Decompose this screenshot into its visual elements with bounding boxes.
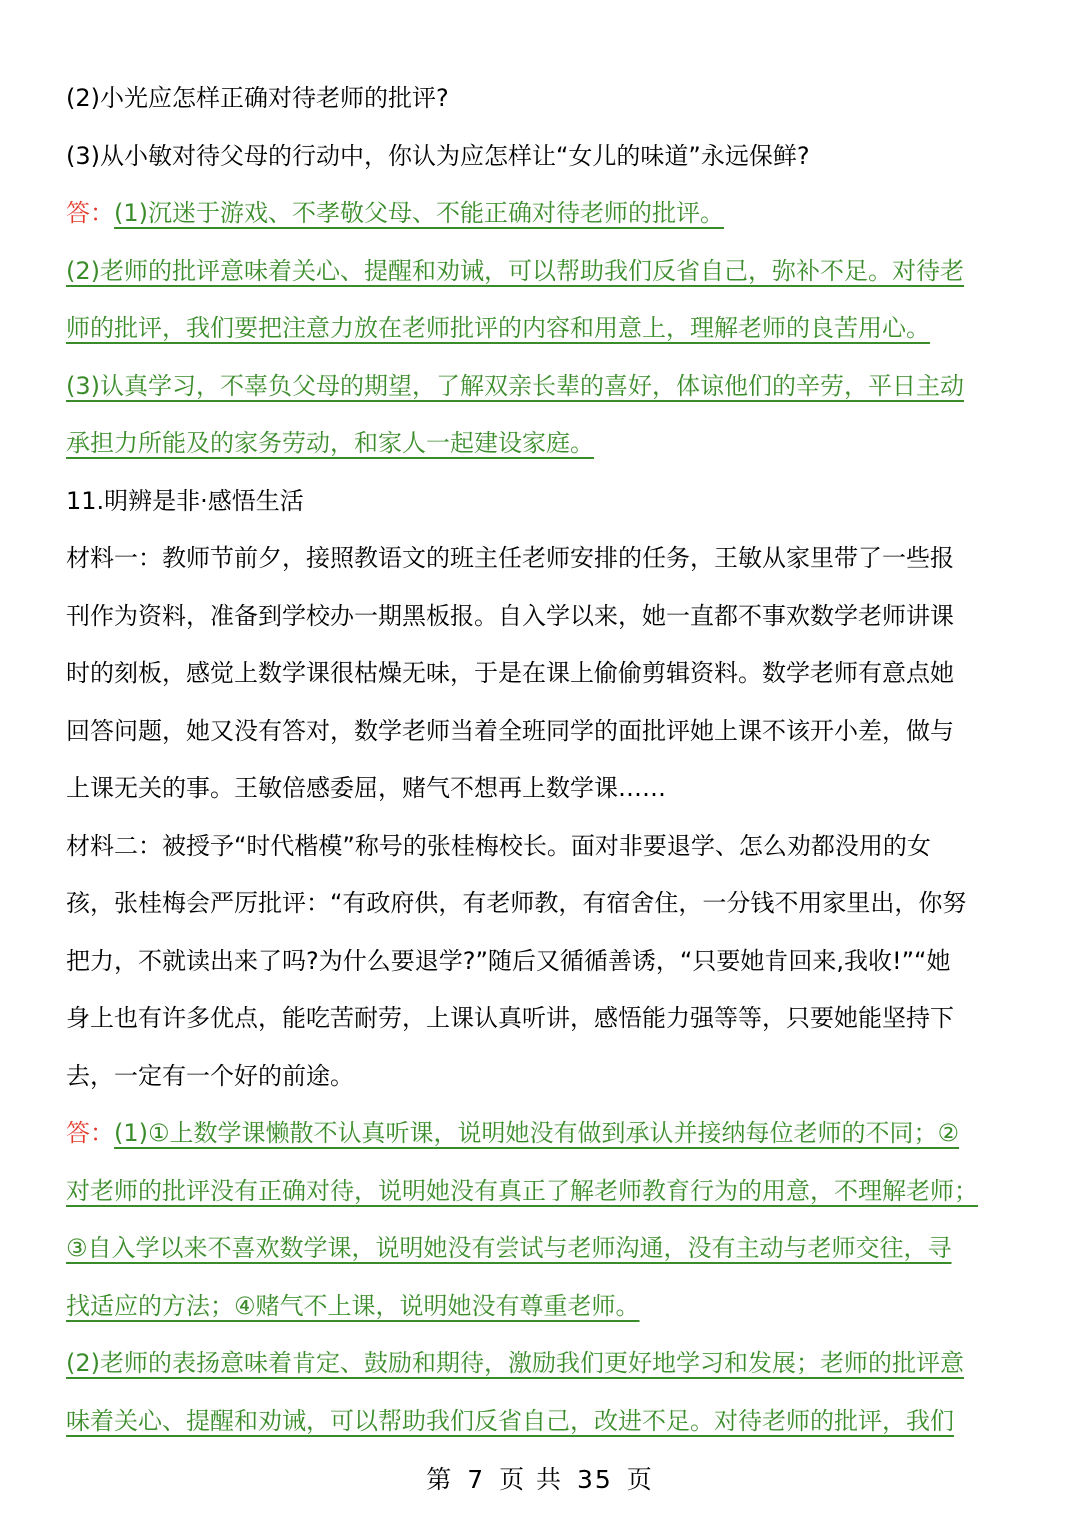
material-1-line: 上课无关的事。王敏倍感委屈，赌气不想再上数学课…… [66,774,666,802]
answer-label: 答： [66,1119,114,1147]
answer-text: (3)认真学习，不辜负父母的期望，了解双亲长辈的喜好，体谅他们的辛劳，平日主动 [66,371,964,400]
document-page [66,70,1016,1450]
material-1-line: 时的刻板，感觉上数学课很枯燥无味，于是在课上偷偷剪辑资料。数学老师有意点她 [66,659,954,687]
footer-total-pages: 35 [576,1465,613,1494]
material-2-line: 材料二：被授予“时代楷模”称号的张桂梅校长。面对非要退学、怎么劝都没用的女 [66,831,931,860]
footer-current-page: 7 [467,1465,486,1494]
answer-text: (1)①上数学课懒散不认真听课，说明她没有做到承认并接纳每位老师的不同；② [114,1119,960,1147]
section-11-title: 11.明辨是非·感悟生活 [66,486,304,515]
answer-text: 对老师的批评没有正确对待，说明她没有真正了解老师教育行为的用意，不理解老师； [66,1176,978,1205]
question-2: (2)小光应怎样正确对待老师的批评? [66,84,449,112]
answer-text: 承担力所能及的家务劳动，和家人一起建设家庭。 [66,429,594,457]
answer-text: 找适应的方法；④赌气不上课，说明她没有尊重老师。 [66,1291,640,1320]
material-1-line: 刊作为资料，准备到学校办一期黑板报。自入学以来，她一直都不事欢数学老师讲课 [66,601,954,630]
question-3: (3)从小敏对待父母的行动中，你认为应怎样让“女儿的味道”永远保鲜? [66,141,810,170]
answer-2-line-4 [66,1278,1016,1336]
answer-label: 答： [66,199,114,227]
page-footer [0,1460,1080,1496]
answer-2-line-3 [66,1220,1016,1278]
material-2-line: 身上也有许多优点，能吃苦耐劳，上课认真听讲，感悟能力强等等，只要她能坚持下 [66,1004,954,1032]
answer-1-line-4 [66,358,1016,416]
answer-text: 师的批评，我们要把注意力放在老师批评的内容和用意上，理解老师的良苦用心。 [66,314,930,342]
answer-2-line-5 [66,1335,1016,1393]
answer-text: (1)沉迷于游戏、不孝敬父母、不能正确对待老师的批评。 [114,199,724,227]
answer-2-line-1 [66,1105,1016,1163]
answer-1-line-1 [66,185,1016,243]
answer-1-line-3 [66,300,1016,358]
footer-prefix: 第 [426,1465,454,1494]
answer-1-line-5 [66,415,1016,473]
answer-text: ③自入学以来不喜欢数学课，说明她没有尝试与老师沟通，没有主动与老师交往，寻 [66,1234,952,1262]
answer-text: 味着关心、提醒和劝诫，可以帮助我们反省自己，改进不足。对待老师的批评，我们 [66,1406,954,1435]
answer-2-line-2 [66,1163,1016,1221]
material-2-line: 把力，不就读出来了吗?为什么要退学?”随后又循循善诱，“只要她肯回来,我收!”“她 [66,946,951,975]
answer-text: (2)老师的表扬意味着肯定、鼓励和期待，激励我们更好地学习和发展；老师的批评意 [66,1349,964,1377]
footer-mid: 页 共 [499,1465,564,1494]
material-1-line: 材料一：教师节前夕，接照教语文的班主任老师安排的任务，王敏从家里带了一些报 [66,544,954,572]
answer-1-line-2 [66,243,1016,301]
material-2-line: 孩，张桂梅会严厉批评：“有政府供，有老师教，有宿舍住，一分钱不用家里出，你努 [66,889,967,917]
material-1-line: 回答问题，她又没有答对，数学老师当着全班同学的面批评她上课不该开小差，做与 [66,716,954,745]
footer-suffix: 页 [626,1465,654,1494]
answer-2-line-6 [66,1393,1016,1451]
answer-text: (2)老师的批评意味着关心、提醒和劝诫，可以帮助我们反省自己，弥补不足。对待老 [66,256,964,285]
material-2-line: 去，一定有一个好的前途。 [66,1061,354,1090]
